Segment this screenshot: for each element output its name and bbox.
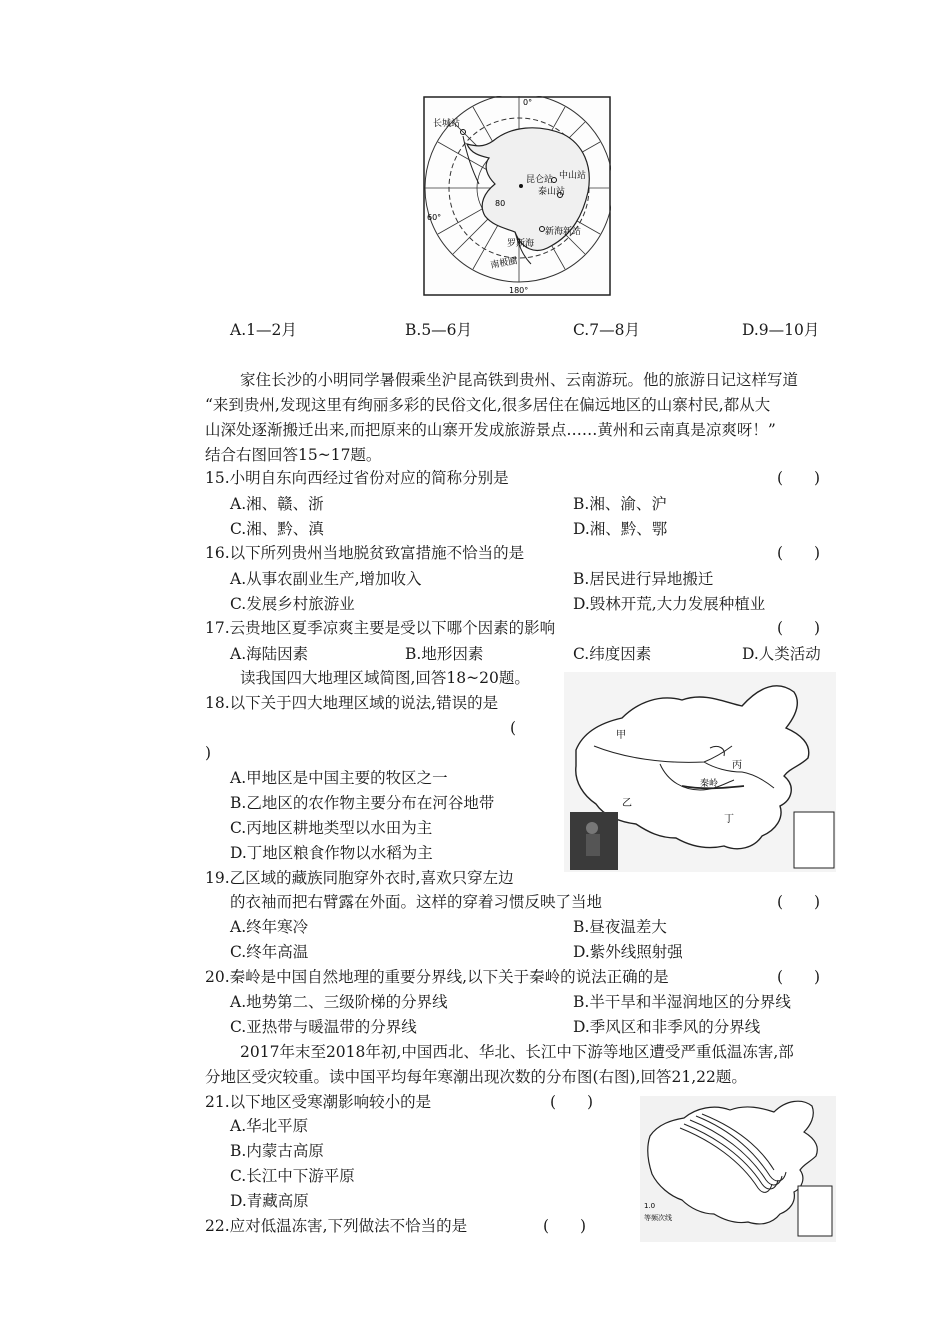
q15-stem: 15.小明自东向西经过省份对应的简称分别是 — [205, 469, 509, 487]
region-bing-label: 丙 — [732, 760, 742, 771]
lat-60-label: 60° — [427, 213, 442, 222]
station-changcheng-label: 长城站 — [433, 119, 461, 129]
q18-option-a: A.甲地区是中国主要的牧区之一 — [230, 769, 448, 787]
q15-option-b: B.湘、渝、沪 — [573, 495, 667, 513]
intro-18-20: 读我国四大地理区域简图,回答18~20题。 — [240, 669, 530, 687]
q21-option-a: A.华北平原 — [230, 1117, 309, 1135]
q16-paren: ( ) — [777, 544, 821, 562]
china-regions-map-graphic — [564, 672, 836, 872]
q18-stem: 18.以下关于四大地理区域的说法,错误的是 — [205, 694, 499, 712]
q17-paren: ( ) — [777, 619, 821, 637]
q19-stem-line-1: 19.乙区域的藏族同胞穿外衣时,喜欢只穿左边 — [205, 869, 514, 887]
q14-option-d: D.9—10月 — [742, 321, 820, 339]
passage1-line-3: 山深处逐渐搬迁出来,而把原来的山寨开发成旅游景点……黄州和云南真是凉爽呀！” — [205, 421, 776, 439]
q19-stem-line-2: 的衣袖而把右臂露在外面。这样的穿着习惯反映了当地 — [230, 893, 603, 911]
q20-option-c: C.亚热带与暖温带的分界线 — [230, 1018, 417, 1036]
q19-paren: ( ) — [777, 893, 821, 911]
coldwave-map — [640, 1096, 836, 1242]
q15-option-c: C.湘、黔、滇 — [230, 520, 324, 538]
q15-option-d: D.湘、黔、鄂 — [573, 520, 668, 538]
q20-option-b: B.半干旱和半湿润地区的分界线 — [573, 993, 791, 1011]
china-regions-map — [564, 672, 836, 872]
ross-sea-label: 罗斯海 — [507, 239, 535, 249]
q18-option-d: D.丁地区粮食作物以水稻为主 — [230, 844, 433, 862]
q17-option-b: B.地形因素 — [405, 645, 484, 663]
q17-option-a: A.海陆因素 — [230, 645, 309, 663]
q16-option-c: C.发展乡村旅游业 — [230, 595, 355, 613]
q14-option-c: C.7—8月 — [573, 321, 640, 339]
lon-180-label: 180° — [509, 286, 529, 295]
q17-option-c: C.纬度因素 — [573, 645, 652, 663]
q17-stem: 17.云贵地区夏季凉爽主要是受以下哪个因素的影响 — [205, 619, 556, 637]
passage1-line-1: 家住长沙的小明同学暑假乘坐沪昆高铁到贵州、云南游玩。他的旅游日记这样写道 — [240, 371, 799, 389]
station-zhongshan-label: 中山站 — [559, 171, 587, 181]
q18-option-b: B.乙地区的农作物主要分布在河谷地带 — [230, 794, 495, 812]
q21-paren: ( ) — [550, 1093, 594, 1111]
passage2-line-1: 2017年末至2018年初,中国西北、华北、长江中下游等地区遭受严重低温冻害,部 — [240, 1043, 794, 1061]
q16-option-d: D.毁林开荒,大力发展种植业 — [573, 595, 766, 613]
q21-option-b: B.内蒙古高原 — [230, 1142, 324, 1160]
q15-paren: ( ) — [777, 469, 821, 487]
q22-paren: ( ) — [543, 1217, 587, 1235]
q19-option-b: B.昼夜温差大 — [573, 918, 667, 936]
lat-80-label: 80 — [495, 199, 506, 208]
q19-option-d: D.紫外线照射强 — [573, 943, 683, 961]
passage1-line-2: “来到贵州,发现这里有绚丽多彩的民俗文化,很多居住在偏远地区的山寨村民,都从大 — [205, 396, 771, 414]
station-xinhaixin-label: 新海新站 — [545, 227, 582, 237]
antarctic-circle-label: 南极圈 — [489, 256, 519, 271]
qinling-label: 秦岭 — [700, 779, 719, 789]
q21-option-d: D.青藏高原 — [230, 1192, 309, 1210]
antarctica-map — [423, 96, 611, 296]
passage2-line-2: 分地区受灾较重。读中国平均每年寒潮出现次数的分布图(右图),回答21,22题。 — [205, 1068, 747, 1086]
q16-option-a: A.从事农副业生产,增加收入 — [230, 570, 422, 588]
region-yi-label: 乙 — [622, 798, 632, 809]
lon-0-label: 0° — [523, 98, 533, 107]
q20-paren: ( ) — [777, 968, 821, 986]
q16-option-b: B.居民进行异地搬迁 — [573, 570, 714, 588]
station-taishan-label: 泰山站 — [538, 187, 566, 197]
q18-option-c: C.丙地区耕地类型以水田为主 — [230, 819, 433, 837]
q18-paren-open: ( — [510, 719, 517, 737]
q19-option-c: C.终年高温 — [230, 943, 309, 961]
antarctica-map-graphic — [423, 96, 611, 296]
q19-option-a: A.终年寒冷 — [230, 918, 309, 936]
passage1-line-4: 结合右图回答15~17题。 — [205, 446, 382, 464]
q16-stem: 16.以下所列贵州当地脱贫致富措施不恰当的是 — [205, 544, 525, 562]
q21-stem: 21.以下地区受寒潮影响较小的是 — [205, 1093, 432, 1111]
coldwave-map-graphic — [640, 1096, 836, 1242]
q20-option-d: D.季风区和非季风的分界线 — [573, 1018, 761, 1036]
q17-option-d: D.人类活动 — [742, 645, 821, 663]
station-kunlun-label: 昆仑站 — [526, 175, 554, 185]
q21-option-c: C.长江中下游平原 — [230, 1167, 355, 1185]
q15-option-a: A.湘、赣、浙 — [230, 495, 324, 513]
q20-option-a: A.地势第二、三级阶梯的分界线 — [230, 993, 448, 1011]
q22-stem: 22.应对低温冻害,下列做法不恰当的是 — [205, 1217, 468, 1235]
region-jia-label: 甲 — [616, 730, 626, 741]
q20-stem: 20.秦岭是中国自然地理的重要分界线,以下关于秦岭的说法正确的是 — [205, 968, 669, 986]
q14-option-a: A.1—2月 — [230, 321, 297, 339]
q14-option-b: B.5—6月 — [405, 321, 473, 339]
coldwave-legend-label: 等频次线 — [644, 1214, 672, 1222]
region-ding-label: 丁 — [724, 814, 734, 825]
q18-paren-close: ) — [205, 744, 212, 762]
coldwave-value-label: 1.0 — [644, 1202, 656, 1210]
